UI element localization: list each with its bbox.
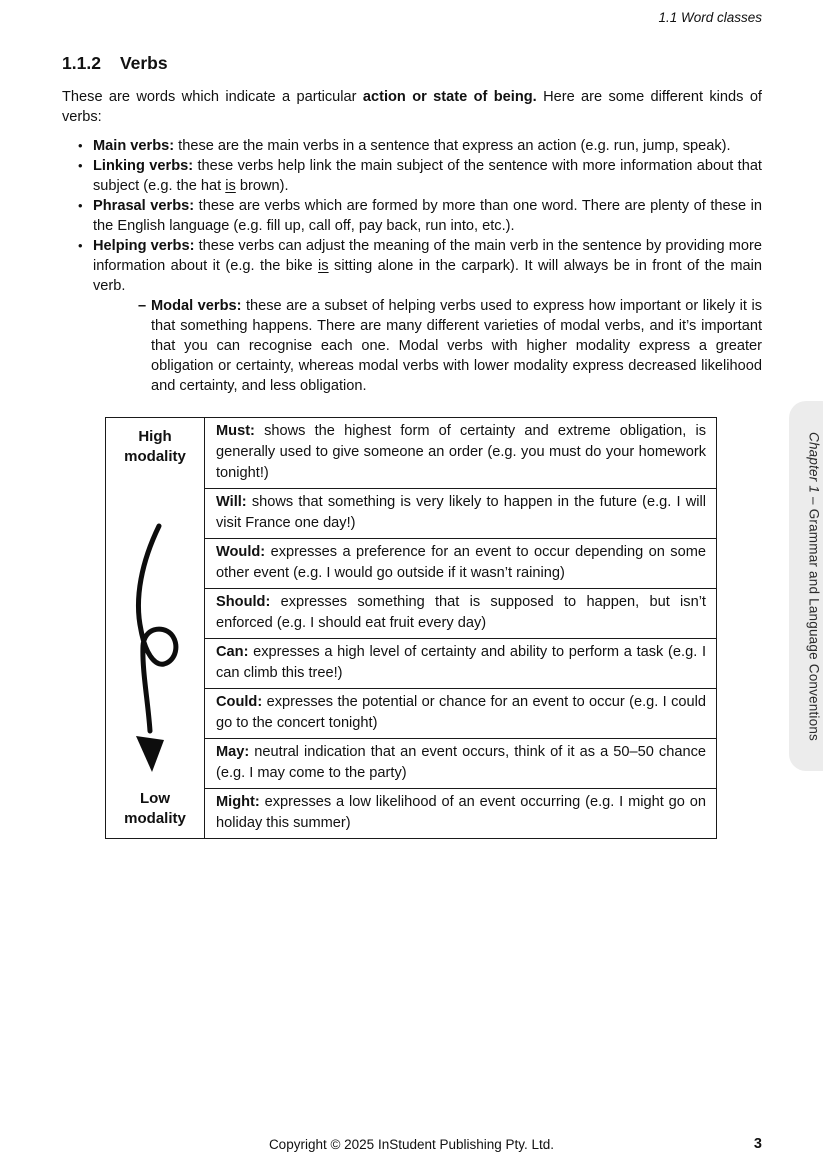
- table-row-would: [205, 539, 716, 589]
- list-item-modal-verbs: [138, 296, 762, 396]
- modal-verb-text: expresses a high level of certainty and ability to perform a task (e.g. I can climb this tree!): [216, 644, 706, 681]
- table-row-may: [205, 739, 716, 789]
- list-item-helping-verbs: [62, 236, 762, 396]
- table-row-can: [205, 639, 716, 689]
- bullet-text: these verbs can adjust the meaning of the main verb in the sentence by providing more information about it (e.g. the bike: [93, 238, 762, 274]
- high-label-line1: High: [138, 428, 172, 445]
- intro-text-post: Here are some different kinds of verbs:: [62, 89, 762, 125]
- modal-verb-term: Would:: [216, 544, 266, 560]
- underlined-word: is: [225, 178, 236, 194]
- bullet-text: these are the main verbs in a sentence that express an action (e.g. run, jump, speak).: [174, 138, 731, 154]
- bullet-text: these verbs help link the main subject of the sentence with more information about that subject (e.g. the hat: [93, 158, 762, 194]
- chapter-tab-label: [807, 432, 822, 741]
- bullet-text: sitting alone in the carpark). It will always be in front of the main verb.: [93, 258, 762, 294]
- modal-verb-text: expresses something that is supposed to happen, but isn’t enforced (e.g. I should eat fruit every day): [216, 594, 706, 631]
- modal-verb-rows: [205, 418, 716, 838]
- modal-verb-text: expresses a low likelihood of an event occurring (e.g. I might go on holiday this summer): [216, 794, 706, 831]
- bullet-icon: •: [78, 158, 83, 173]
- modal-verb-term: Must:: [216, 423, 255, 439]
- table-row-should: [205, 589, 716, 639]
- page-content: [62, 0, 762, 839]
- bullet-icon: •: [78, 198, 83, 213]
- underlined-word: is: [318, 258, 329, 274]
- table-row-could: [205, 689, 716, 739]
- low-modality-label: [106, 789, 204, 829]
- table-row-will: [205, 489, 716, 539]
- dash-icon: –: [138, 298, 147, 314]
- running-header: 1.1 Word classes: [658, 10, 762, 25]
- bullet-label: Phrasal verbs:: [93, 198, 195, 214]
- table-row-might: [205, 789, 716, 838]
- chapter-side-tab: [789, 401, 823, 771]
- bullet-text: brown).: [235, 178, 289, 194]
- verb-kinds-list: [62, 136, 762, 396]
- high-modality-label: [106, 427, 204, 467]
- modal-verb-term: Will:: [216, 494, 247, 510]
- intro-text-bold: action or state of being.: [362, 89, 537, 105]
- modality-arrow-icon: [109, 506, 201, 784]
- table-row-must: [205, 418, 716, 489]
- high-label-line2: modality: [124, 448, 186, 465]
- chapter-tab-chapter: Chapter 1: [806, 431, 822, 493]
- page-number: 3: [753, 1136, 762, 1152]
- modality-scale-column: [106, 418, 205, 838]
- sub-bullet-text: these are a subset of helping verbs used to express how important or likely it is that something happens. There are many different varieties of modal verbs, and it’s important that you can recognise each one. Modal verbs with higher modality express a greater obligation or certainty, whereas modal verbs with lower modality express decreased likelihood and certainty, and less obligation.: [151, 298, 763, 394]
- modal-verb-term: Can:: [216, 644, 249, 660]
- modality-table: [105, 417, 717, 839]
- section-number: 1.1.2: [62, 53, 101, 73]
- bullet-text: these are verbs which are formed by more than one word. There are plenty of these in the English language (e.g. fill up, call off, pay back, run into, etc.).: [93, 198, 762, 234]
- section-heading: [62, 53, 762, 74]
- intro-text-pre: These are words which indicate a particular: [62, 89, 363, 105]
- modal-verb-text: neutral indication that an event occurs, think of it as a 50–50 chance (e.g. I may come to the party): [216, 744, 706, 781]
- bullet-label: Helping verbs:: [93, 238, 195, 254]
- footer-copyright: Copyright © 2025 InStudent Publishing Pty. Ltd.: [268, 1137, 555, 1152]
- modal-verb-term: May:: [216, 744, 250, 760]
- modal-verb-term: Should:: [216, 594, 271, 610]
- bullet-icon: •: [78, 238, 83, 253]
- sub-bullet-label: Modal verbs:: [151, 298, 242, 314]
- modal-verb-text: expresses a preference for an event to occur depending on some other event (e.g. I would go outside if it wasn’t raining): [216, 544, 706, 581]
- low-label-line2: modality: [124, 810, 186, 827]
- modal-verb-text: shows the highest form of certainty and extreme obligation, is generally used to give someone an order (e.g. you must do your homework tonight!): [216, 423, 706, 481]
- low-label-line1: Low: [140, 790, 170, 807]
- intro-paragraph: [62, 87, 762, 127]
- list-item-linking-verbs: [62, 156, 762, 196]
- chapter-tab-title: – Grammar and Language Conventions: [806, 492, 822, 741]
- bullet-label: Main verbs:: [93, 138, 175, 154]
- list-item-main-verbs: [62, 136, 762, 156]
- bullet-label: Linking verbs:: [93, 158, 194, 174]
- bullet-icon: •: [78, 138, 83, 153]
- modal-verb-term: Might:: [216, 794, 260, 810]
- modal-verb-text: shows that something is very likely to happen in the future (e.g. I will visit France one day!): [216, 494, 706, 531]
- modal-verb-text: expresses the potential or chance for an event to occur (e.g. I could go to the concert tonight): [216, 694, 706, 731]
- modal-verb-term: Could:: [216, 694, 263, 710]
- section-title: Verbs: [119, 53, 168, 73]
- list-item-phrasal-verbs: [62, 196, 762, 236]
